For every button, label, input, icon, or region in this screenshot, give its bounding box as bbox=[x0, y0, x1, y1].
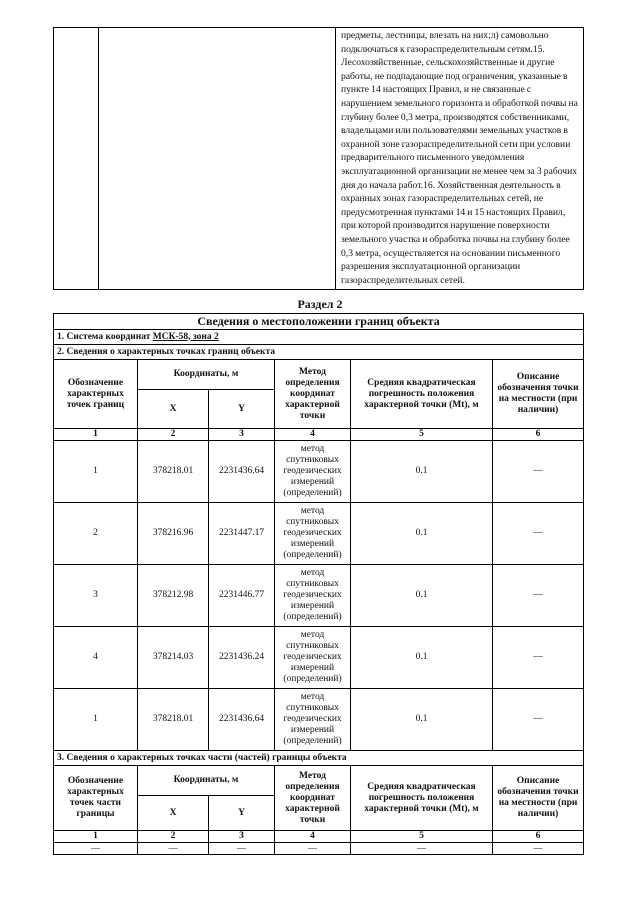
point-description: — bbox=[493, 565, 584, 627]
point-method: метод спутниковых геодезических измерений (определений) bbox=[275, 441, 351, 503]
col-index: 1 bbox=[54, 429, 138, 441]
point-method: метод спутниковых геодезических измерений (определений) bbox=[275, 627, 351, 689]
point-y: 2231436.64 bbox=[209, 689, 275, 751]
point-x: 378216.96 bbox=[138, 503, 209, 565]
point-id: 3 bbox=[54, 565, 138, 627]
point-error: 0.1 bbox=[351, 441, 493, 503]
section-title: Раздел 2 bbox=[297, 297, 343, 311]
point-error: 0.1 bbox=[351, 503, 493, 565]
table-row bbox=[54, 441, 584, 503]
col-index: 2 bbox=[138, 831, 209, 843]
table-row bbox=[54, 843, 584, 855]
empty-value: — bbox=[138, 843, 209, 855]
table-row bbox=[54, 565, 584, 627]
point-id: 1 bbox=[54, 689, 138, 751]
restrictions-text: предметы, лестницы, влезать на них;л) самовольно подключаться к газораспределительным сетям.15. Лесохозяйственные, сельскохозяйственные и другие работы, не подпадающие под ограничения, указанные в пункте 14 настоящих Правил, и не связанные с нарушением земельного горизонта и обработкой почвы на глубину более 0,3 метра, производятся собственниками, владельцами или пользователями земельных участков в охранной зоне газораспределительной сети при условии предварительного письменного уведомления эксплуатационной организации не менее чем за 3 рабочих дня до начала работ.16. Хозяйственная деятельность в охранных зонах газораспределительных сетей, не предусмотренная пунктами 14 и 15 настоящих Правил, при которой производится нарушение поверхности земельного участка и обработка почвы на глубину более 0,3 метра, осуществляется на основании письменного разрешения эксплуатационной организации газораспределительных сетей. bbox=[341, 30, 578, 286]
empty-value: — bbox=[351, 843, 493, 855]
point-error: 0.1 bbox=[351, 689, 493, 751]
empty-value: — bbox=[209, 843, 275, 855]
header-designation-parts: Обозначение характерных точек части границы bbox=[54, 766, 138, 831]
point-error: 0.1 bbox=[351, 627, 493, 689]
point-id: 1 bbox=[54, 441, 138, 503]
empty-cell bbox=[99, 28, 336, 290]
header-method: Метод определения координат характерной точки bbox=[275, 360, 351, 429]
header-error: Средняя квадратическая погрешность положения характерной точки (Mt), м bbox=[351, 766, 493, 831]
col-index: 4 bbox=[275, 429, 351, 441]
point-y: 2231436.64 bbox=[209, 441, 275, 503]
point-x: 378212.98 bbox=[138, 565, 209, 627]
restrictions-cell bbox=[336, 28, 584, 290]
point-x: 378214.03 bbox=[138, 627, 209, 689]
point-description: — bbox=[493, 503, 584, 565]
col-index: 5 bbox=[351, 831, 493, 843]
col-index: 2 bbox=[138, 429, 209, 441]
col-index: 4 bbox=[275, 831, 351, 843]
point-description: — bbox=[493, 627, 584, 689]
point-method: метод спутниковых геодезических измерений (определений) bbox=[275, 565, 351, 627]
point-x: 378218.01 bbox=[138, 689, 209, 751]
coord-system-label: 1. Система координат bbox=[57, 331, 151, 342]
col-index: 6 bbox=[493, 429, 584, 441]
header-method: Метод определения координат характерной точки bbox=[275, 766, 351, 831]
table-row bbox=[54, 689, 584, 751]
empty-value: — bbox=[275, 843, 351, 855]
point-x: 378218.01 bbox=[138, 441, 209, 503]
point-y: 2231436.24 bbox=[209, 627, 275, 689]
empty-value: — bbox=[54, 843, 138, 855]
col-index: 3 bbox=[209, 831, 275, 843]
boundary-location-table bbox=[53, 313, 584, 855]
empty-value: — bbox=[493, 843, 584, 855]
point-error: 0.1 bbox=[351, 565, 493, 627]
point-id: 4 bbox=[54, 627, 138, 689]
restrictions-continuation-table bbox=[53, 27, 584, 290]
header-coords: Координаты, м bbox=[138, 360, 275, 390]
header-y: Y bbox=[209, 390, 275, 429]
header-y: Y bbox=[209, 796, 275, 831]
point-id: 2 bbox=[54, 503, 138, 565]
table-row bbox=[54, 503, 584, 565]
table-row bbox=[54, 627, 584, 689]
col-index: 1 bbox=[54, 831, 138, 843]
header-description: Описание обозначения точки на местности (при наличии) bbox=[493, 766, 584, 831]
coord-system-row bbox=[54, 330, 584, 345]
header-x: X bbox=[138, 796, 209, 831]
header-designation: Обозначение характерных точек границ bbox=[54, 360, 138, 429]
points-heading: 2. Сведения о характерных точках границ объекта bbox=[54, 345, 584, 360]
empty-cell bbox=[54, 28, 99, 290]
header-x: X bbox=[138, 390, 209, 429]
point-y: 2231447.17 bbox=[209, 503, 275, 565]
coord-system-value: МСК-58, зона 2 bbox=[152, 331, 219, 342]
point-method: метод спутниковых геодезических измерений (определений) bbox=[275, 503, 351, 565]
point-y: 2231446.77 bbox=[209, 565, 275, 627]
header-coords: Координаты, м bbox=[138, 766, 275, 796]
header-description: Описание обозначения точки на местности (при наличии) bbox=[493, 360, 584, 429]
table-title: Сведения о местоположении границ объекта bbox=[54, 314, 584, 330]
point-description: — bbox=[493, 441, 584, 503]
point-method: метод спутниковых геодезических измерений (определений) bbox=[275, 689, 351, 751]
col-index: 5 bbox=[351, 429, 493, 441]
parts-heading: 3. Сведения о характерных точках части (частей) границы объекта bbox=[54, 751, 584, 766]
point-description: — bbox=[493, 689, 584, 751]
col-index: 6 bbox=[493, 831, 584, 843]
col-index: 3 bbox=[209, 429, 275, 441]
header-error: Средняя квадратическая погрешность положения характерной точки (Mt), м bbox=[351, 360, 493, 429]
